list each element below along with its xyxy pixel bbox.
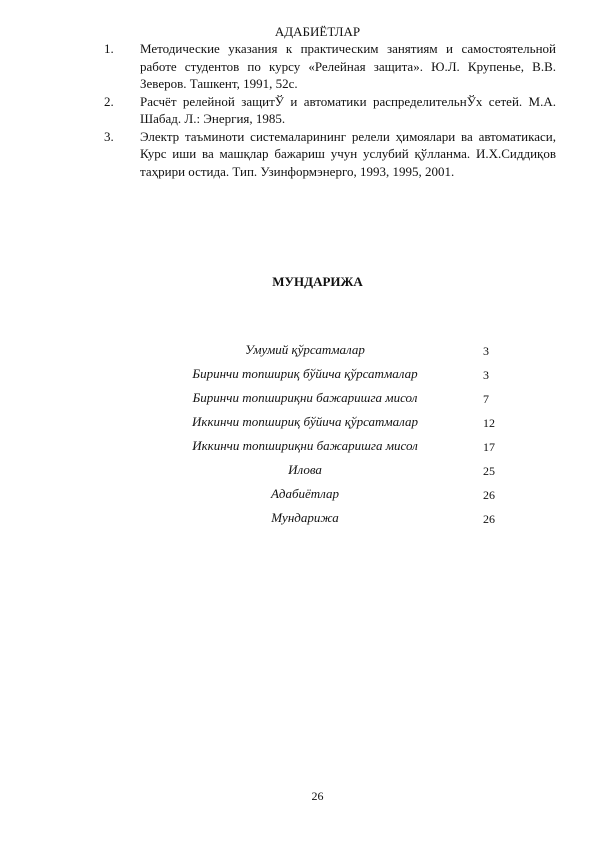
toc-entry (0, 342, 595, 366)
toc-entry-label: Мундарижа (271, 510, 339, 525)
references-list (104, 40, 556, 180)
toc-title: МУНДАРИЖА (272, 274, 363, 289)
toc-entry-page: 17 (483, 440, 495, 454)
toc-entry-label: Иккинчи топшириқ бўйича қўрсатмалар (191, 414, 419, 429)
references-title: АДАБИЁТЛАР (274, 24, 361, 39)
reference-text: Методические указания к практическим занятиям и самостоятельной работе студентов по курсу «Релейная защита». Ю.Л. Крупенье, В.В. Зеверов. Ташкент, 1991, 52с. (140, 41, 556, 91)
toc-entry-label: Биринчи топшириқ бўйича қўрсатмалар (192, 366, 418, 381)
toc-entry-label: Биринчи топшириқни бажаришга мисол (192, 390, 418, 405)
toc-entry (0, 462, 595, 486)
toc-entry (0, 510, 595, 534)
toc-entry-label: Умумий қўрсатмалар (245, 342, 365, 357)
toc-entry (0, 390, 595, 414)
reference-number: 3. (104, 128, 114, 144)
reference-text: Электр таъминоти системаларининг релели ҳимоялари ва автоматикаси, Курс иши ва машқлар бажариш учун услубий қўлланма. И.Х.Сиддиқов таҳрири остида. Тип. Узинформэнерго, 1993, 1995, 2001. (140, 128, 556, 179)
toc-entry (0, 366, 595, 390)
toc-entry-page: 3 (483, 344, 489, 358)
reference-number: 2. (104, 93, 114, 109)
toc-entry-label: Илова (288, 462, 322, 477)
reference-item (104, 93, 556, 128)
reference-number: 1. (104, 41, 114, 56)
reference-item (104, 40, 556, 93)
toc-entry (0, 486, 595, 510)
reference-text: Расчёт релейной защитЎ и автоматики распределительнЎх сетей. М.А. Шабад. Л.: Энергия, 1985. (140, 93, 556, 126)
toc-entry-page: 25 (483, 464, 495, 478)
toc-entry-label: Адабиётлар (270, 486, 340, 501)
toc-entry-page: 26 (483, 488, 495, 502)
toc-entry-page: 3 (483, 368, 489, 382)
toc-entry (0, 438, 595, 462)
toc-entry-label: Иккинчи топшириқни бажаришга мисол (192, 438, 418, 453)
toc-entry-page: 7 (483, 392, 489, 406)
toc-entry-page: 26 (483, 512, 495, 526)
reference-item (104, 128, 556, 181)
table-of-contents (0, 342, 595, 534)
toc-entry (0, 414, 595, 438)
page-number: 26 (311, 789, 324, 803)
toc-entry-page: 12 (483, 416, 495, 430)
